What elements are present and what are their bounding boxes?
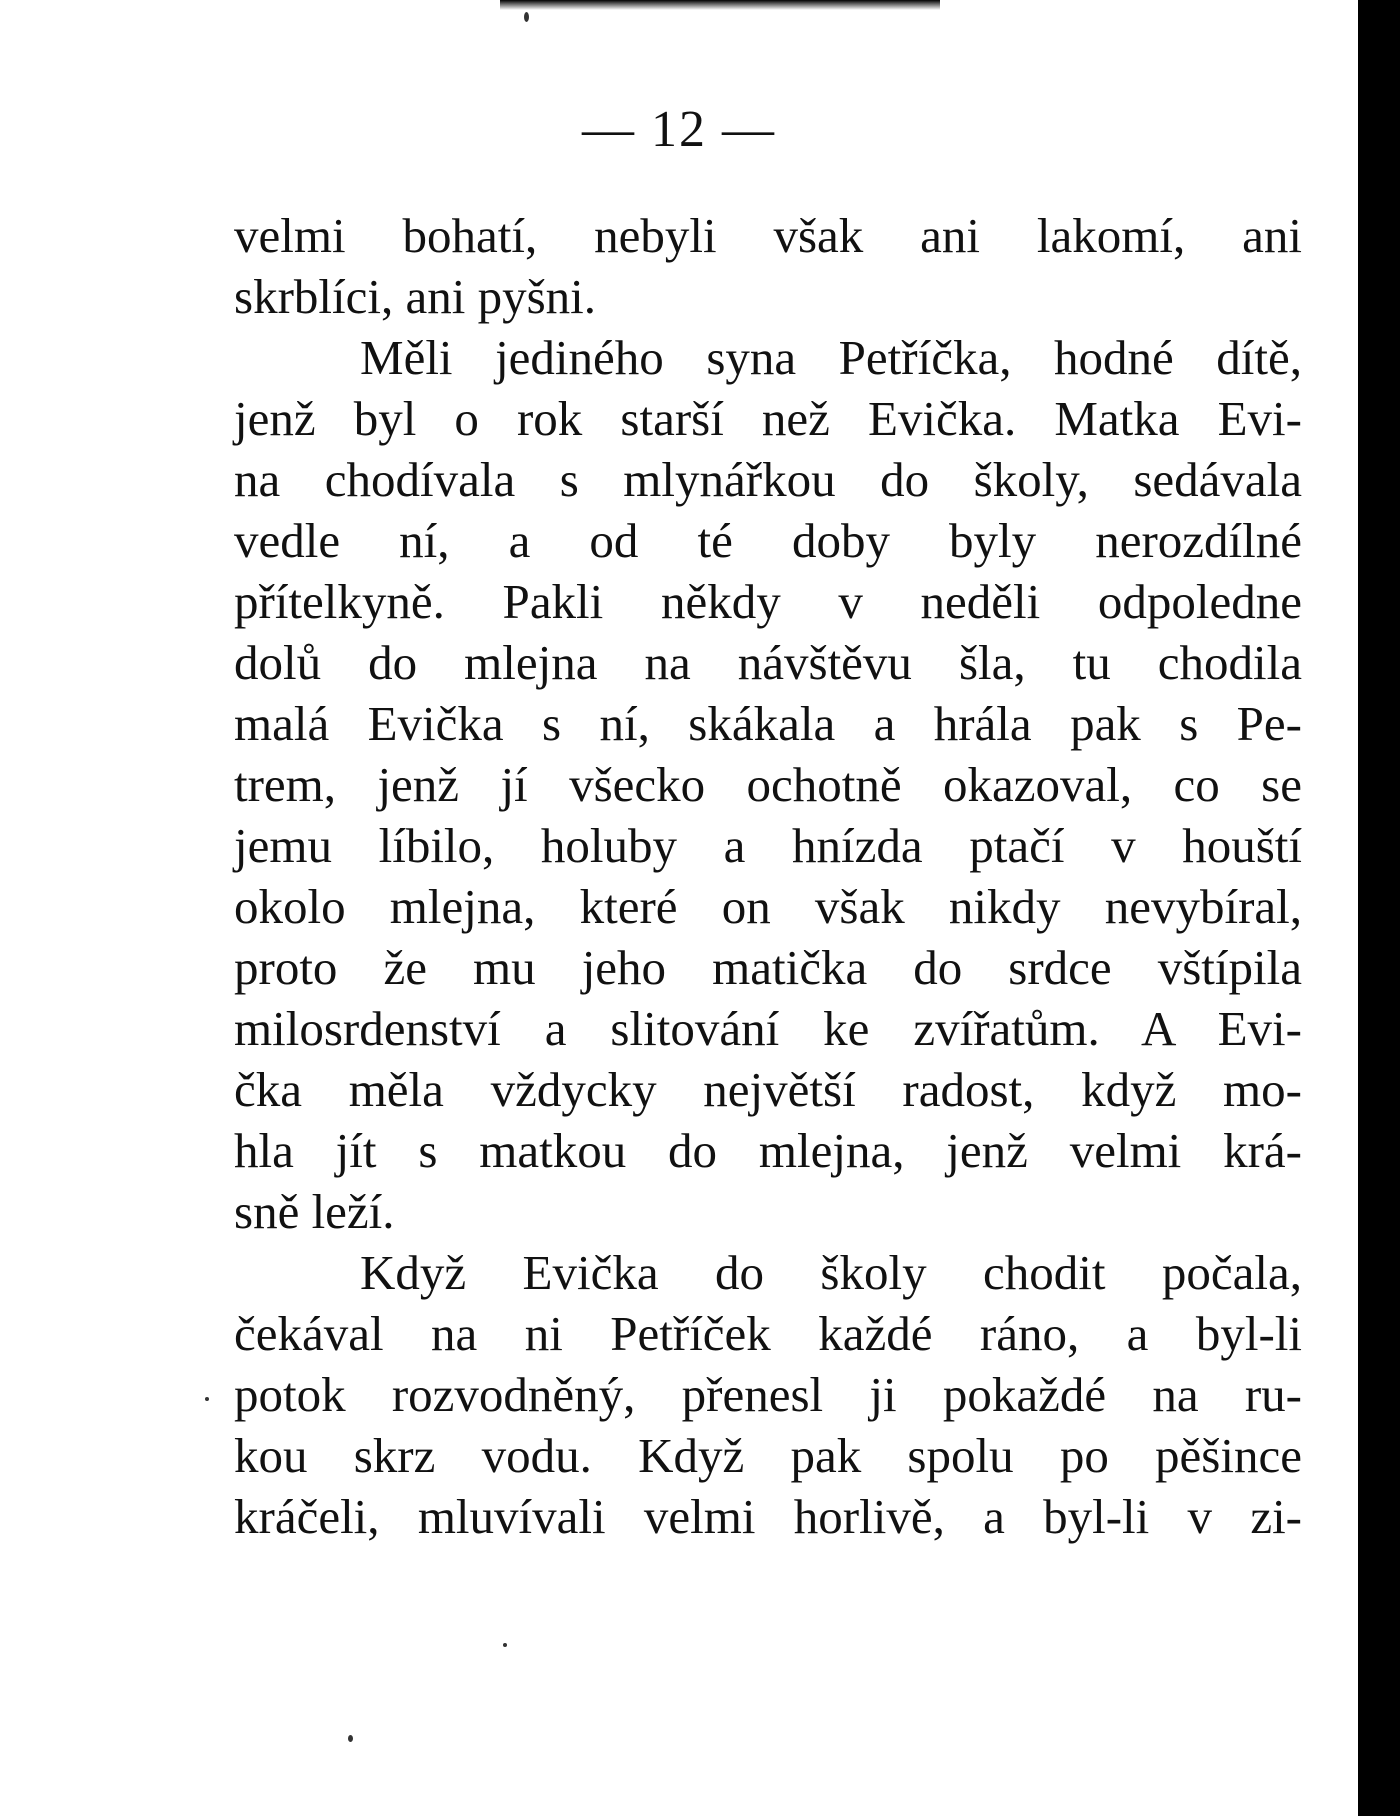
- scan-speck: [503, 1643, 507, 1647]
- text-line: malá Evička s ní, skákala a hrála pak s Pe-: [234, 696, 1302, 751]
- text-line: trem, jenž jí všecko ochotně okazoval, co se: [234, 757, 1302, 812]
- paragraph: [234, 205, 1302, 327]
- text-line: proto že mu jeho matička do srdce vštípila: [234, 940, 1302, 995]
- text-line: okolo mlejna, které on však nikdy nevybíral,: [234, 879, 1302, 934]
- body-text: [234, 205, 1302, 1547]
- text-line: velmi bohatí, nebyli však ani lakomí, ani: [234, 208, 1302, 263]
- page-number: — 12 —: [582, 101, 776, 158]
- text-line: čka měla vždycky největší radost, když mo-: [234, 1062, 1302, 1117]
- text-line: potok rozvodněný, přenesl ji pokaždé na ru-: [234, 1367, 1302, 1422]
- text-line: skrblíci, ani pyšni.: [234, 269, 597, 324]
- scan-speck: [205, 1397, 209, 1401]
- paragraph: [234, 327, 1302, 1242]
- text-line: na chodívala s mlynářkou do školy, sedávala: [234, 452, 1302, 507]
- scan-speck: [524, 12, 529, 22]
- text-line: jemu líbilo, holuby a hnízda ptačí v houští: [234, 818, 1302, 873]
- text-line: Když Evička do školy chodit počala,: [360, 1245, 1302, 1300]
- scan-edge-right: [1358, 0, 1400, 1816]
- text-line: čekával na ni Petříček každé ráno, a byl-li: [234, 1306, 1302, 1361]
- text-line: přítelkyně. Pakli někdy v neděli odpoledne: [234, 574, 1302, 629]
- text-line: kráčeli, mluvívali velmi horlivě, a byl-li v zi-: [234, 1489, 1302, 1544]
- text-line: hla jít s matkou do mlejna, jenž velmi krá-: [234, 1123, 1302, 1178]
- text-line: jenž byl o rok starší než Evička. Matka Evi-: [234, 391, 1302, 446]
- text-line: vedle ní, a od té doby byly nerozdílné: [234, 513, 1302, 568]
- text-line: sně leží.: [234, 1184, 395, 1239]
- scan-speck: [348, 1735, 353, 1742]
- text-line: milosrdenství a slitování ke zvířatům. A Evi-: [234, 1001, 1302, 1056]
- text-line: kou skrz vodu. Když pak spolu po pěšince: [234, 1428, 1302, 1483]
- text-line: dolů do mlejna na návštěvu šla, tu chodila: [234, 635, 1302, 690]
- scan-edge-top: [500, 0, 940, 10]
- text-line: Měli jediného syna Petříčka, hodné dítě,: [360, 330, 1302, 385]
- paragraph: [234, 1242, 1302, 1547]
